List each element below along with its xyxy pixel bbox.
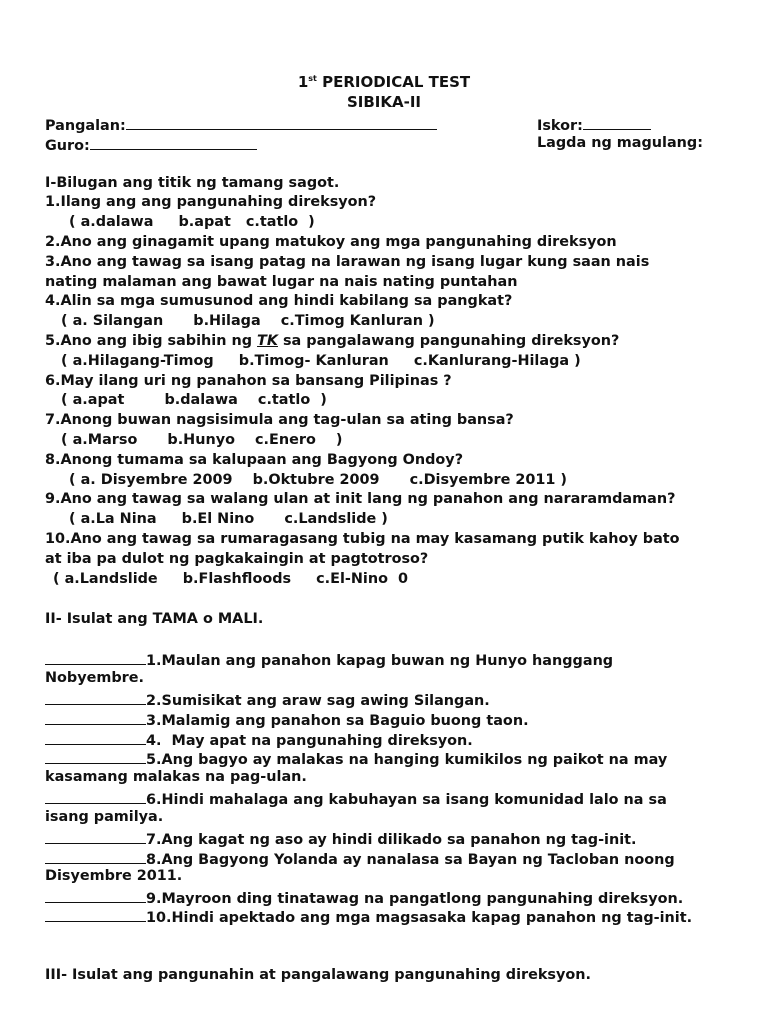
test-title [0, 73, 768, 91]
part1-line: at iba pa dulot ng pagkakaingin at pagtotroso? [45, 551, 429, 567]
part3-instruction: III- Isulat ang pangunahin at pangalawang pangunahing direksyon. [45, 967, 591, 983]
part1-line: 10.Ano ang tawag sa rumaragasang tubig na may kasamang putik kahoy bato [45, 531, 680, 547]
title-superscript: st [308, 74, 317, 83]
answer-blank[interactable] [45, 690, 146, 705]
tf-item-text: 6.Hindi mahalaga ang kabuhayan sa isang komunidad lalo na sa [146, 792, 667, 808]
answer-blank[interactable] [45, 730, 146, 745]
tf-item-text: 10.Hindi apektado ang mga magsasaka kapag panahon ng tag-init. [146, 910, 693, 926]
tf-item [45, 789, 667, 808]
answer-blank[interactable] [45, 888, 146, 903]
part1-instruction: I-Bilugan ang titik ng tamang sagot. [45, 175, 340, 191]
tf-item-text: 7.Ang kagat ng aso ay hindi dilikado sa panahon ng tag-init. [146, 832, 637, 848]
score-field[interactable] [537, 115, 651, 134]
part1-choices: ( a.Marso b.Hunyo c.Enero ) [61, 432, 343, 448]
part1-line: 9.Ano ang tawag sa walang ulan at init lang ng panahon ang nararamdaman? [45, 491, 676, 507]
name-field[interactable] [45, 115, 437, 134]
title-number: 1 [297, 73, 309, 91]
tf-item [45, 829, 637, 848]
q5-text: 5.Ano ang ibig sabihin ng [45, 333, 258, 349]
tf-item-text: 9.Mayroon ding tinatawag na pangatlong pangunahing direksyon. [146, 891, 684, 907]
tf-item [45, 849, 675, 868]
tf-item-text: 5.Ang bagyo ay malakas na hanging kumikilos ng paikot na may [146, 752, 668, 768]
q5-abbrev: TK [257, 333, 278, 349]
tf-item-text: 2.Sumisikat ang araw sag awing Silangan. [146, 693, 490, 709]
answer-blank[interactable] [45, 710, 146, 725]
part1-choices: ( a.Hilagang-Timog b.Timog- Kanluran c.Kanlurang-Hilaga ) [61, 353, 581, 369]
part1-choices: ( a. Disyembre 2009 b.Oktubre 2009 c.Disyembre 2011 ) [69, 472, 567, 488]
answer-blank[interactable] [45, 749, 146, 764]
tf-item-cont: isang pamilya. [45, 809, 164, 825]
name-blank[interactable] [126, 115, 437, 130]
part1-choices: ( a.dalawa b.apat c.tatlo ) [69, 214, 315, 230]
part1-choices: ( a.La Nina b.El Nino c.Landslide ) [69, 511, 388, 527]
answer-blank[interactable] [45, 650, 146, 665]
title-text: PERIODICAL TEST [316, 73, 471, 91]
tf-item [45, 690, 490, 709]
tf-item [45, 907, 692, 926]
tf-item-text: 4. May apat na pangunahing direksyon. [146, 733, 473, 749]
part1-choices: ( a.Landslide b.Flashfloods c.El-Nino 0 [53, 571, 409, 587]
part1-line: 2.Ano ang ginagamit upang matukoy ang mga pangunahing direksyon [45, 234, 617, 250]
q5-text-end: sa pangalawang pangunahing direksyon? [277, 333, 620, 349]
parent-sign-label: Lagda ng magulang: [537, 135, 703, 151]
name-label: Pangalan: [45, 118, 126, 134]
tf-item-cont: Nobyembre. [45, 670, 144, 686]
part1-line: 4.Alin sa mga sumusunod ang hindi kabilang sa pangkat? [45, 293, 513, 309]
part1-choices: ( a. Silangan b.Hilaga c.Timog Kanluran ) [61, 313, 435, 329]
answer-blank[interactable] [45, 849, 146, 864]
tf-item [45, 650, 613, 669]
question-5 [45, 333, 619, 349]
part1-line: 3.Ano ang tawag sa isang patag na larawan ng isang lugar kung saan nais [45, 254, 650, 270]
answer-blank[interactable] [45, 829, 146, 844]
tf-item [45, 710, 529, 729]
part1-line: nating malaman ang bawat lugar na nais nating puntahan [45, 274, 518, 290]
part1-line: 8.Anong tumama sa kalupaan ang Bagyong Ondoy? [45, 452, 464, 468]
part1-choices: ( a.apat b.dalawa c.tatlo ) [61, 392, 327, 408]
tf-item-cont: Disyembre 2011. [45, 868, 183, 884]
part1-line: 6.May ilang uri ng panahon sa bansang Pilipinas ? [45, 373, 452, 389]
tf-item [45, 749, 667, 768]
tf-item-text: 3.Malamig ang panahon sa Baguio buong taon. [146, 713, 529, 729]
part2-instruction: II- Isulat ang TAMA o MALI. [45, 611, 264, 627]
tf-item [45, 730, 473, 749]
tf-item [45, 888, 683, 907]
tf-item-text: 8.Ang Bagyong Yolanda ay nanalasa sa Bayan ng Tacloban noong [146, 852, 675, 868]
score-label: Iskor: [537, 118, 583, 134]
subject-title: SIBIKA-II [346, 93, 422, 111]
answer-blank[interactable] [45, 789, 146, 804]
part1-line: 1.Ilang ang ang pangunahing direksyon? [45, 194, 377, 210]
teacher-label: Guro: [45, 138, 90, 154]
teacher-field[interactable] [45, 135, 257, 154]
tf-item-text: 1.Maulan ang panahon kapag buwan ng Hunyo hanggang [146, 653, 614, 669]
part1-line: 7.Anong buwan nagsisimula ang tag-ulan sa ating bansa? [45, 412, 514, 428]
answer-blank[interactable] [45, 907, 146, 922]
teacher-blank[interactable] [90, 135, 257, 150]
tf-item-cont: kasamang malakas na pag-ulan. [45, 769, 307, 785]
score-blank[interactable] [583, 115, 651, 130]
